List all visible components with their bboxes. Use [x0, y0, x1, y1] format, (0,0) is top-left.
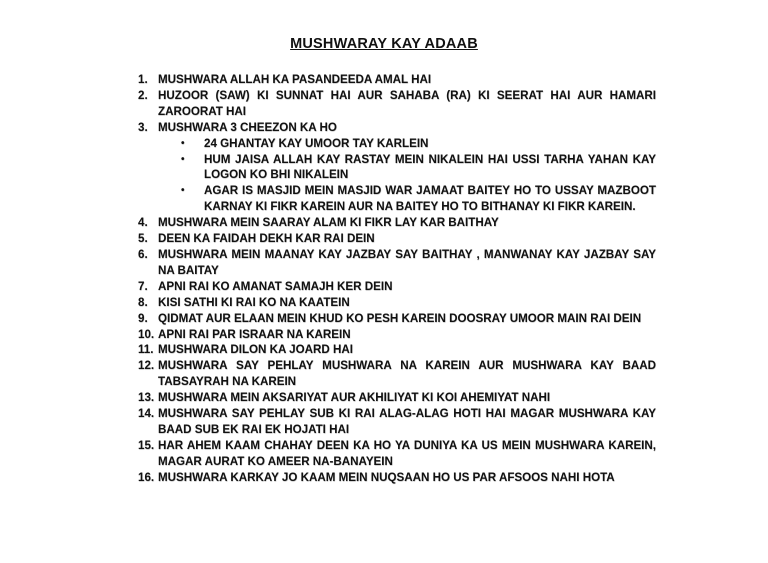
item-text: MUSHWARA MEIN SAARAY ALAM KI FIKR LAY KAR BAITHAY: [158, 216, 499, 230]
item-number: 3.: [138, 120, 148, 134]
item-number: 14.: [138, 407, 155, 421]
sub-item-text: AGAR IS MASJID MEIN MASJID WAR JAMAAT BAITEY HO TO USSAY MAZBOOT KARNAY KI FIKR KAREIN AUR NA BAITEY HO TO BITHANAY KI FIKR KAREIN.: [204, 184, 656, 214]
item-text: MUSHWARA 3 CHEEZON KA HO: [158, 120, 337, 134]
bullet-icon: •: [181, 137, 185, 149]
list-item: [138, 88, 656, 120]
bullet-icon: •: [181, 153, 185, 165]
list-item: [138, 279, 656, 295]
sub-list-item: [181, 183, 656, 215]
list-item: [138, 295, 656, 311]
list-item: [138, 247, 656, 279]
item-number: 9.: [138, 311, 148, 325]
list-item: [138, 215, 656, 231]
list-item: [138, 390, 656, 406]
list-item: [138, 120, 656, 136]
sub-list-item: [181, 152, 656, 184]
item-text: MUSHWARA MEIN MAANAY KAY JAZBAY SAY BAITHAY , MANWANAY KAY JAZBAY SAY NA BAITAY: [158, 247, 656, 277]
list-item: [138, 311, 656, 327]
item-number: 13.: [138, 391, 155, 405]
item-number: 7.: [138, 279, 148, 293]
list-item: [138, 470, 656, 486]
item-number: 16.: [138, 470, 155, 484]
list-item: [138, 438, 656, 470]
item-text: HAR AHEM KAAM CHAHAY DEEN KA HO YA DUNIYA KA US MEIN MUSHWARA KAREIN, MAGAR AURAT KO AMEER NA-BANAYEIN: [158, 438, 656, 468]
list-item: [138, 358, 656, 390]
adaab-list: [138, 72, 656, 486]
item-text: APNI RAI PAR ISRAAR NA KAREIN: [158, 327, 351, 341]
list-item: [138, 327, 656, 343]
item-text: MUSHWARA SAY PEHLAY MUSHWARA NA KAREIN AUR MUSHWARA KAY BAAD TABSAYRAH NA KAREIN: [158, 359, 656, 389]
item-text: HUZOOR (SAW) KI SUNNAT HAI AUR SAHABA (RA) KI SEERAT HAI AUR HAMARI ZAROORAT HAI: [158, 88, 656, 118]
list-item: [138, 406, 656, 438]
item-text: MUSHWARA DILON KA JOARD HAI: [158, 343, 353, 357]
item-text: KISI SATHI KI RAI KO NA KAATEIN: [158, 295, 350, 309]
item-number: 4.: [138, 216, 148, 230]
list-item: [138, 342, 656, 358]
list-item: [138, 72, 656, 88]
item-number: 5.: [138, 232, 148, 246]
sub-list-item: [181, 136, 656, 152]
sub-item-text: HUM JAISA ALLAH KAY RASTAY MEIN NIKALEIN HAI USSI TARHA YAHAN KAY LOGON KO BHI NIKALEIN: [204, 152, 656, 182]
item-text: MUSHWARA MEIN AKSARIYAT AUR AKHILIYAT KI KOI AHEMIYAT NAHI: [158, 391, 551, 405]
item-text: MUSHWARA SAY PEHLAY SUB KI RAI ALAG-ALAG HOTI HAI MAGAR MUSHWARA KAY BAAD SUB EK RAI EK HOJATI HAI: [158, 407, 656, 436]
list-item: [138, 231, 656, 247]
item-number: 2.: [138, 88, 148, 102]
item-number: 12.: [138, 359, 155, 373]
item-text: DEEN KA FAIDAH DEKH KAR RAI DEIN: [158, 232, 375, 246]
item-number: 1.: [138, 73, 148, 86]
page-title: MUSHWARAY KAY ADAAB: [290, 36, 478, 52]
item-number: 8.: [138, 295, 148, 309]
item-number: 6.: [138, 247, 148, 261]
item-number: 15.: [138, 438, 155, 452]
item-text: MUSHWARA ALLAH KA PASANDEEDA AMAL HAI: [158, 73, 432, 86]
item-text: MUSHWARA KARKAY JO KAAM MEIN NUQSAAN HO US PAR AFSOOS NAHI HOTA: [158, 470, 615, 484]
item-number: 10.: [138, 327, 155, 341]
bullet-icon: •: [181, 185, 185, 197]
item-text: QIDMAT AUR ELAAN MEIN KHUD KO PESH KAREIN DOOSRAY UMOOR MAIN RAI DEIN: [158, 311, 642, 325]
sub-item-text: 24 GHANTAY KAY UMOOR TAY KARLEIN: [204, 136, 429, 150]
item-text: APNI RAI KO AMANAT SAMAJH KER DEIN: [158, 279, 393, 293]
item-number: 11.: [138, 343, 154, 357]
